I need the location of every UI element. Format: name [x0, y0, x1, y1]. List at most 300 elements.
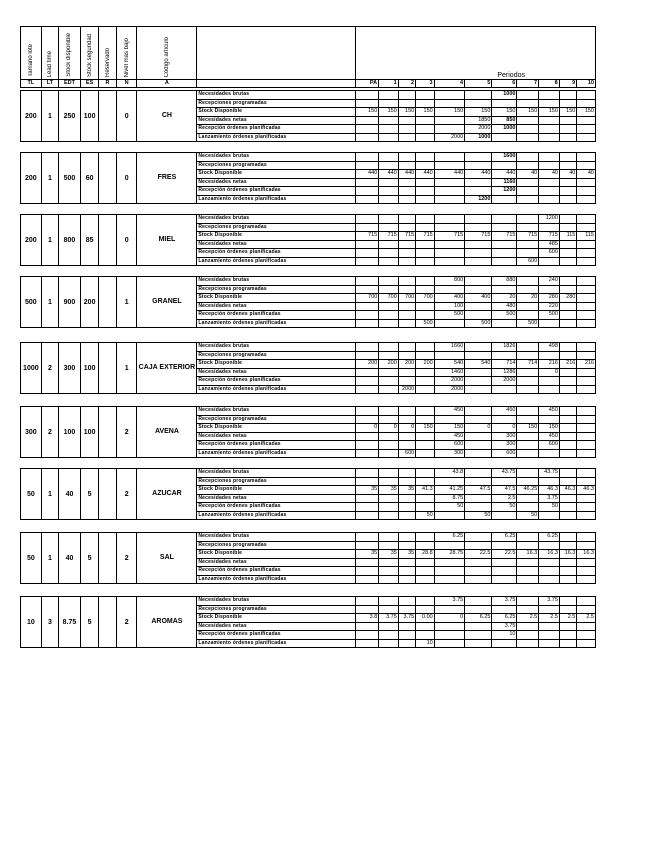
period-cell [465, 91, 492, 100]
row-label: Recepciones programadas [197, 285, 356, 294]
period-cell: 50 [465, 511, 492, 520]
header-col-title: Nivel más bajo [123, 37, 130, 77]
period-cell [492, 161, 517, 170]
item-param-tl: 200 [21, 91, 42, 142]
period-cell: 47.5 [492, 486, 517, 495]
period-cell [398, 415, 415, 424]
period-cell [517, 567, 539, 576]
period-cell [356, 469, 379, 478]
period-cell [398, 215, 415, 224]
period-cell [465, 153, 492, 162]
period-cell: 50 [492, 503, 517, 512]
period-cell: 10 [492, 631, 517, 640]
period-cell [465, 432, 492, 441]
period-cell: 150 [416, 424, 435, 433]
period-cell: 500 [492, 311, 517, 320]
header-col-title: Lead time [46, 50, 53, 77]
period-cell: 880 [492, 277, 517, 286]
period-cell [577, 533, 596, 542]
period-cell [465, 302, 492, 311]
row-label: Necesidades brutas [197, 407, 356, 416]
header-abbr: LT [41, 80, 58, 88]
period-cell [465, 441, 492, 450]
period-cell [356, 639, 379, 648]
period-cell [379, 432, 399, 441]
period-cell [577, 343, 596, 352]
header-col-2 [59, 27, 81, 80]
row-label: Necesidades netas [197, 622, 356, 631]
period-cell: 16.3 [517, 550, 539, 559]
period-cell: 28.8 [416, 550, 435, 559]
period-cell [465, 277, 492, 286]
item-param-es: 5 [80, 533, 99, 584]
period-cell [577, 558, 596, 567]
period-cell [356, 343, 379, 352]
period-cell: 1850 [465, 116, 492, 125]
row-label: Recepciones programadas [197, 415, 356, 424]
item-param-tl: 50 [21, 469, 42, 520]
row-label: Lanzamiento órdenes planificadas [197, 319, 356, 328]
period-cell [577, 597, 596, 606]
period-cell: 16.3 [559, 550, 576, 559]
period-cell [577, 319, 596, 328]
period-cell [398, 533, 415, 542]
period-cell [416, 605, 435, 614]
period-cell [517, 575, 539, 584]
period-cell [559, 311, 576, 320]
period-cell: 3.75 [492, 597, 517, 606]
period-header: 6 [492, 80, 517, 88]
period-cell [356, 187, 379, 196]
period-cell: 715 [434, 232, 464, 241]
period-cell [398, 223, 415, 232]
period-cell [434, 240, 464, 249]
period-cell [379, 503, 399, 512]
period-cell [559, 161, 576, 170]
period-cell [434, 161, 464, 170]
item-param-edt: 800 [59, 215, 81, 266]
item-param-r [99, 533, 116, 584]
period-cell [465, 377, 492, 386]
item-param-es: 100 [80, 91, 99, 142]
period-cell [559, 503, 576, 512]
period-cell [517, 223, 539, 232]
period-cell: 800 [434, 277, 464, 286]
period-cell: 240 [539, 277, 560, 286]
period-cell [465, 240, 492, 249]
period-cell: 400 [434, 294, 464, 303]
table-row [21, 91, 596, 100]
period-cell [577, 631, 596, 640]
item-param-edt: 100 [59, 407, 81, 458]
period-cell [492, 567, 517, 576]
period-cell [398, 441, 415, 450]
row-label: Recepción órdenes planificadas [197, 503, 356, 512]
period-cell [379, 597, 399, 606]
period-cell: 46.3 [539, 486, 560, 495]
period-cell: 200 [416, 360, 435, 369]
period-cell: 540 [465, 360, 492, 369]
item-block-azucar [20, 468, 596, 520]
period-cell [379, 195, 399, 204]
period-cell [398, 240, 415, 249]
table-row [21, 407, 596, 416]
period-cell [539, 449, 560, 458]
period-cell [356, 195, 379, 204]
period-cell [559, 116, 576, 125]
period-cell [398, 575, 415, 584]
period-cell [416, 257, 435, 266]
row-label: Lanzamiento órdenes planificadas [197, 511, 356, 520]
period-cell [577, 91, 596, 100]
period-cell [379, 622, 399, 631]
period-cell [577, 511, 596, 520]
period-cell: 35 [398, 550, 415, 559]
period-cell [398, 343, 415, 352]
header-col-1 [41, 27, 58, 80]
item-param-lt: 2 [41, 407, 58, 458]
period-cell [577, 257, 596, 266]
period-cell [517, 631, 539, 640]
period-cell: 0 [539, 368, 560, 377]
period-cell [577, 639, 596, 648]
period-cell: 2000 [465, 125, 492, 134]
period-cell [416, 494, 435, 503]
row-label: Recepciones programadas [197, 605, 356, 614]
item-param-r [99, 597, 116, 648]
period-cell: 715 [356, 232, 379, 241]
period-cell: 150 [517, 424, 539, 433]
row-label: Recepciones programadas [197, 541, 356, 550]
period-cell [398, 558, 415, 567]
row-label: Stock Disponible [197, 294, 356, 303]
period-cell: 20 [517, 294, 539, 303]
period-cell [356, 441, 379, 450]
period-header: 2 [398, 80, 415, 88]
period-cell: 485 [539, 240, 560, 249]
period-cell [517, 558, 539, 567]
period-cell [539, 223, 560, 232]
item-param-es: 5 [80, 469, 99, 520]
row-label: Necesidades brutas [197, 91, 356, 100]
period-cell [356, 116, 379, 125]
item-code: CAJA EXTERIOR [137, 343, 197, 394]
period-cell [356, 311, 379, 320]
period-cell [434, 223, 464, 232]
period-cell [517, 215, 539, 224]
period-cell [356, 597, 379, 606]
item-block-ch [20, 90, 596, 142]
period-cell [379, 116, 399, 125]
period-cell [356, 449, 379, 458]
period-cell [379, 469, 399, 478]
period-cell [539, 477, 560, 486]
item-param-lt: 1 [41, 215, 58, 266]
period-cell: 700 [416, 294, 435, 303]
period-cell [416, 567, 435, 576]
period-cell: 715 [398, 232, 415, 241]
period-cell [517, 385, 539, 394]
period-cell: 2.5 [577, 614, 596, 623]
period-cell [398, 469, 415, 478]
period-cell [517, 377, 539, 386]
period-cell: 150 [492, 108, 517, 117]
item-block-miel [20, 214, 596, 266]
period-cell: 46.3 [559, 486, 576, 495]
period-cell [559, 622, 576, 631]
period-cell [356, 622, 379, 631]
row-label: Recepciones programadas [197, 161, 356, 170]
period-cell [379, 187, 399, 196]
period-cell [434, 187, 464, 196]
period-cell [577, 99, 596, 108]
period-cell [577, 277, 596, 286]
period-cell [577, 407, 596, 416]
period-cell [539, 511, 560, 520]
period-cell [434, 257, 464, 266]
period-cell: 700 [356, 294, 379, 303]
period-cell [398, 249, 415, 258]
period-cell: 600 [434, 441, 464, 450]
period-cell: 8.75 [434, 494, 464, 503]
row-label: Stock Disponible [197, 360, 356, 369]
period-cell: 1200 [492, 187, 517, 196]
period-cell [492, 558, 517, 567]
period-cell: 540 [434, 360, 464, 369]
period-cell: 2.5 [492, 494, 517, 503]
period-cell [492, 215, 517, 224]
period-cell [356, 125, 379, 134]
period-cell [559, 249, 576, 258]
period-cell [559, 302, 576, 311]
period-cell: 150 [577, 108, 596, 117]
period-cell [577, 622, 596, 631]
header-abbr: N [116, 80, 137, 88]
period-cell [559, 469, 576, 478]
period-cell: 0 [398, 424, 415, 433]
period-cell [398, 195, 415, 204]
period-cell [379, 277, 399, 286]
period-cell [434, 249, 464, 258]
period-cell [465, 311, 492, 320]
period-cell [577, 377, 596, 386]
period-cell [517, 541, 539, 550]
period-cell [356, 477, 379, 486]
period-cell [356, 432, 379, 441]
period-cell [577, 133, 596, 142]
period-cell [577, 541, 596, 550]
item-param-es: 100 [80, 407, 99, 458]
period-cell: 46.3 [577, 486, 596, 495]
period-cell: 440 [398, 170, 415, 179]
period-cell [559, 223, 576, 232]
period-cell [379, 161, 399, 170]
period-cell [465, 385, 492, 394]
period-cell: 714 [517, 360, 539, 369]
period-cell: 40 [559, 170, 576, 179]
period-cell: 150 [465, 108, 492, 117]
period-cell [356, 368, 379, 377]
period-cell [465, 215, 492, 224]
period-cell [434, 91, 464, 100]
row-label: Stock Disponible [197, 614, 356, 623]
period-cell [539, 377, 560, 386]
row-label: Stock Disponible [197, 108, 356, 117]
period-cell [517, 302, 539, 311]
period-cell [577, 125, 596, 134]
period-cell [517, 311, 539, 320]
period-cell [559, 368, 576, 377]
period-cell [398, 511, 415, 520]
period-cell [416, 178, 435, 187]
item-param-lt: 3 [41, 597, 58, 648]
period-cell [379, 631, 399, 640]
period-cell [517, 441, 539, 450]
period-cell [434, 558, 464, 567]
period-cell [379, 240, 399, 249]
item-param-lt: 1 [41, 469, 58, 520]
period-cell: 35 [379, 550, 399, 559]
period-cell [517, 449, 539, 458]
period-cell [517, 178, 539, 187]
row-label: Lanzamiento órdenes planificadas [197, 133, 356, 142]
period-cell [398, 597, 415, 606]
period-cell: 100 [434, 302, 464, 311]
period-cell: 300 [492, 432, 517, 441]
period-cell: 6.25 [434, 533, 464, 542]
period-cell [539, 351, 560, 360]
period-cell [379, 343, 399, 352]
row-label: Necesidades netas [197, 494, 356, 503]
period-cell [416, 415, 435, 424]
period-cell [559, 541, 576, 550]
period-cell [517, 161, 539, 170]
period-cell: 1286 [492, 368, 517, 377]
item-param-n: 2 [116, 407, 137, 458]
period-cell: 450 [539, 407, 560, 416]
period-cell: 150 [539, 424, 560, 433]
period-cell: 150 [416, 108, 435, 117]
period-cell [379, 441, 399, 450]
period-header: 8 [539, 80, 560, 88]
period-cell [539, 91, 560, 100]
row-label: Lanzamiento órdenes planificadas [197, 385, 356, 394]
row-label: Stock Disponible [197, 550, 356, 559]
period-cell [465, 533, 492, 542]
item-param-edt: 8.75 [59, 597, 81, 648]
period-cell [559, 195, 576, 204]
period-cell [398, 302, 415, 311]
row-label: Lanzamiento órdenes planificadas [197, 195, 356, 204]
period-cell [416, 541, 435, 550]
period-cell [379, 249, 399, 258]
period-cell: 400 [465, 294, 492, 303]
period-cell: 2000 [398, 385, 415, 394]
period-cell [517, 99, 539, 108]
period-cell [465, 99, 492, 108]
period-cell [577, 503, 596, 512]
period-cell: 500 [465, 319, 492, 328]
period-cell [379, 494, 399, 503]
header-col-5 [116, 27, 137, 80]
period-cell [517, 597, 539, 606]
period-cell: 600 [539, 249, 560, 258]
period-cell [559, 257, 576, 266]
period-cell [517, 415, 539, 424]
period-cell: 500 [517, 319, 539, 328]
period-cell: 300 [434, 449, 464, 458]
period-cell [416, 277, 435, 286]
period-cell: 43.75 [492, 469, 517, 478]
period-cell [398, 377, 415, 386]
period-cell: 150 [379, 108, 399, 117]
period-cell [416, 622, 435, 631]
period-cell [465, 449, 492, 458]
row-label: Lanzamiento órdenes planificadas [197, 575, 356, 584]
period-cell [539, 622, 560, 631]
row-label: Stock Disponible [197, 486, 356, 495]
period-cell [379, 368, 399, 377]
period-cell [559, 215, 576, 224]
item-param-es: 100 [80, 343, 99, 394]
period-cell [577, 415, 596, 424]
item-param-n: 2 [116, 469, 137, 520]
period-cell [398, 622, 415, 631]
row-label: Necesidades brutas [197, 533, 356, 542]
period-cell [398, 432, 415, 441]
period-cell [416, 385, 435, 394]
period-cell: 0 [465, 424, 492, 433]
header-abbr: R [99, 80, 116, 88]
period-cell [398, 368, 415, 377]
header-col-4 [99, 27, 116, 80]
period-cell [379, 605, 399, 614]
header-col-3 [80, 27, 99, 80]
header-abbr: ES [80, 80, 99, 88]
period-cell: 50 [416, 511, 435, 520]
period-cell [465, 503, 492, 512]
row-label: Necesidades brutas [197, 469, 356, 478]
period-cell [492, 639, 517, 648]
row-label: Lanzamiento órdenes planificadas [197, 257, 356, 266]
period-cell: 35 [356, 486, 379, 495]
period-cell: 150 [517, 108, 539, 117]
period-cell [517, 477, 539, 486]
period-cell [517, 407, 539, 416]
period-cell [465, 351, 492, 360]
period-cell [379, 125, 399, 134]
period-cell [379, 558, 399, 567]
period-cell [398, 407, 415, 416]
period-cell [492, 223, 517, 232]
period-cell: 715 [465, 232, 492, 241]
period-cell: 216 [559, 360, 576, 369]
period-cell [559, 511, 576, 520]
period-cell [379, 377, 399, 386]
period-cell [559, 133, 576, 142]
period-cell [559, 277, 576, 286]
period-cell [577, 178, 596, 187]
period-cell [434, 215, 464, 224]
period-cell [539, 415, 560, 424]
period-cell [559, 285, 576, 294]
period-cell: 280 [539, 294, 560, 303]
period-cell [577, 567, 596, 576]
period-cell [356, 533, 379, 542]
item-param-es: 5 [80, 597, 99, 648]
item-param-es: 60 [80, 153, 99, 204]
period-cell [465, 285, 492, 294]
